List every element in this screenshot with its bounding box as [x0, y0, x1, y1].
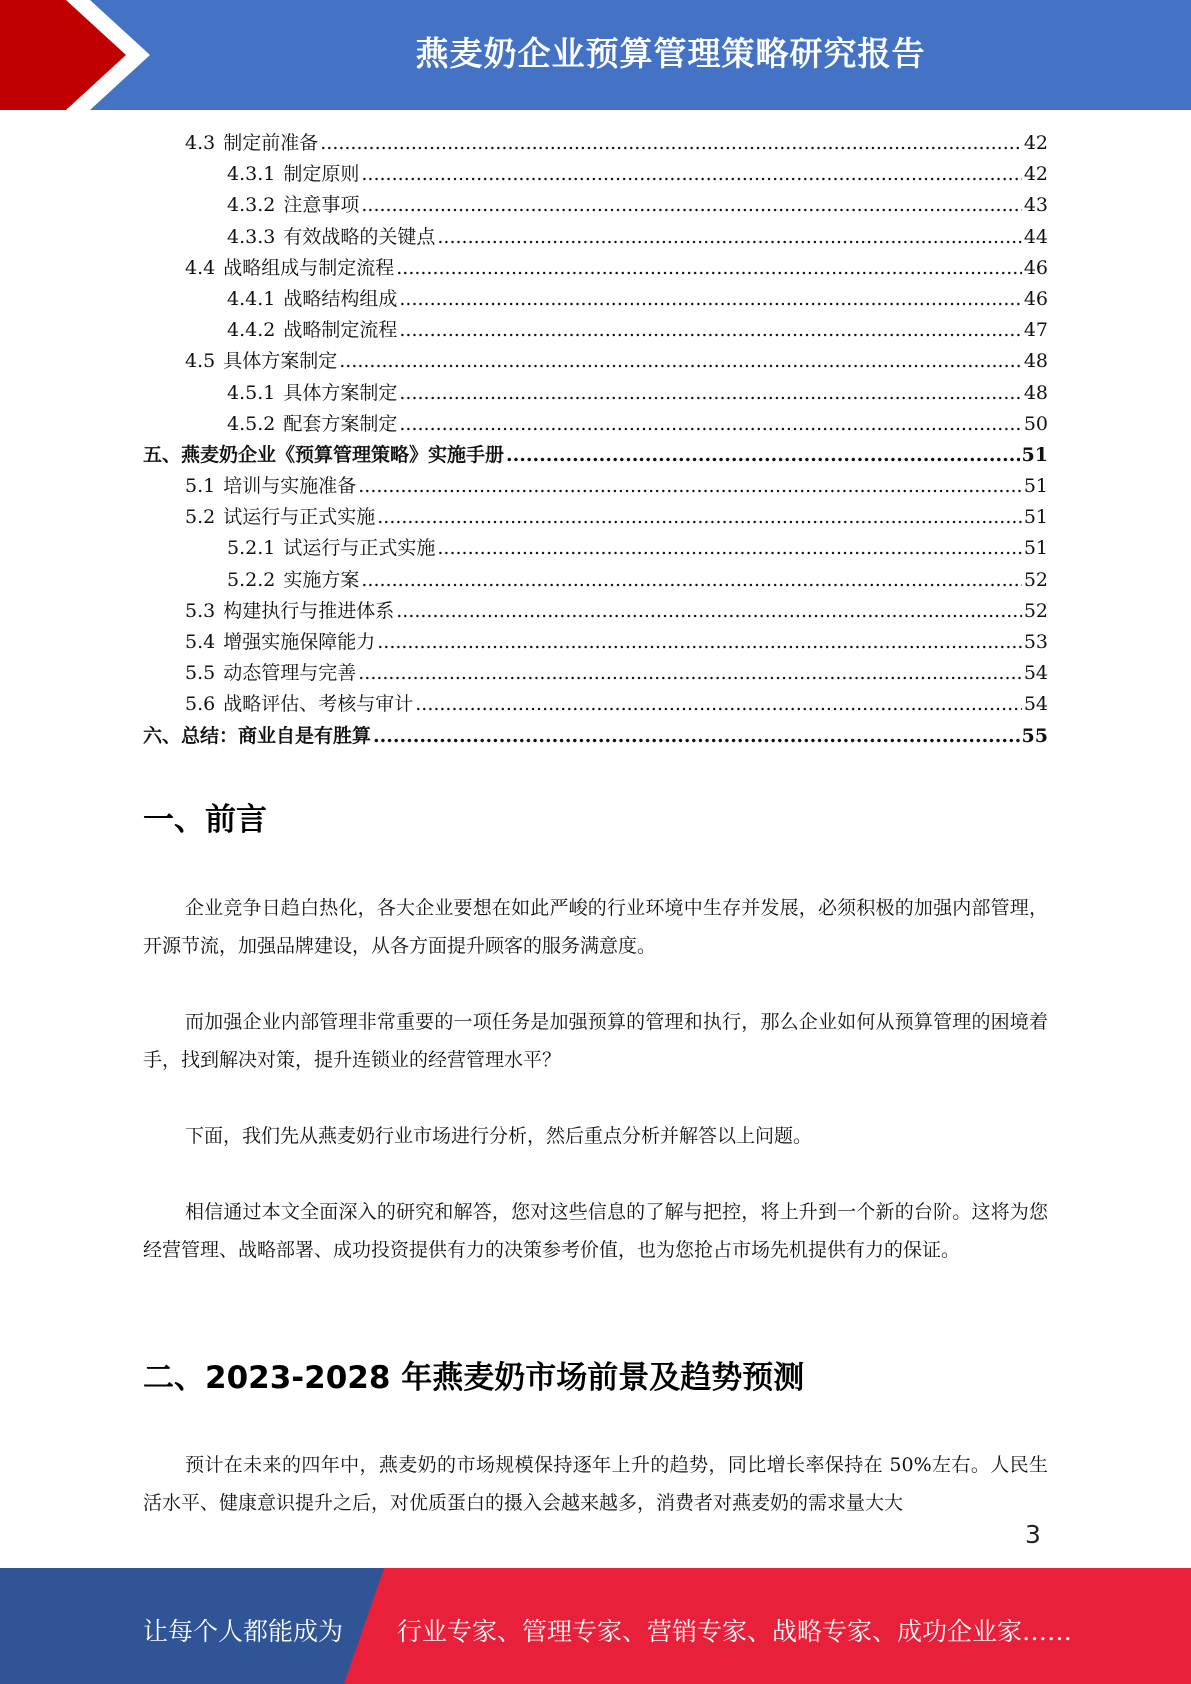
toc-entry-number: 4.5.1	[227, 381, 276, 404]
toc-leader-dots	[399, 409, 1021, 440]
toc-leader-dots	[396, 596, 1022, 627]
toc-entry-number: 4.4.2	[227, 319, 276, 342]
toc-entry-number: 5.6	[185, 693, 216, 716]
toc-entry-page: 55	[1021, 724, 1048, 747]
toc-entry[interactable]	[143, 346, 1048, 377]
toc-leader-dots	[437, 222, 1021, 253]
toc-entry-number: 5.2.1	[227, 537, 276, 560]
toc-entry-title: 实施方案	[283, 568, 360, 591]
toc-entry-title: 注意事项	[283, 194, 360, 217]
toc-entry-page: 54	[1023, 662, 1048, 685]
toc-entry-number: 4.3.3	[227, 225, 276, 248]
toc-entry-number: 4.3.2	[227, 194, 276, 217]
toc-entry-number: 4.3.1	[227, 163, 276, 186]
toc-leader-dots	[437, 533, 1021, 564]
toc-leader-dots	[358, 471, 1022, 502]
toc-entry[interactable]	[143, 378, 1048, 409]
toc-entry-page: 52	[1023, 568, 1048, 591]
toc-entry[interactable]	[143, 128, 1048, 159]
toc-leader-dots	[320, 128, 1022, 159]
toc-entry-title: 战略评估、考核与审计	[223, 693, 414, 716]
page-number: 3	[1025, 1520, 1041, 1549]
toc-entry-number: 5.4	[185, 631, 216, 653]
toc-entry-title: 战略结构组成	[283, 287, 398, 310]
page-footer	[0, 1568, 1191, 1684]
toc-entry-page: 50	[1023, 412, 1048, 435]
report-title: 燕麦奶企业预算管理策略研究报告	[415, 34, 926, 73]
toc-entry-page: 47	[1023, 319, 1048, 342]
preface-paragraph-2: 而加强企业内部管理非常重要的一项任务是加强预算的管理和执行，那么企业如何从预算管理的困境着手，找到解决对策，提升连锁业的经营管理水平？	[143, 1011, 1048, 1071]
toc-entry-number: 5.1	[185, 475, 216, 498]
toc-leader-dots	[399, 315, 1021, 346]
toc-entry-page: 51	[1023, 475, 1048, 498]
toc-entry-page: 48	[1023, 350, 1048, 373]
toc-leader-dots	[377, 627, 1022, 658]
table-of-contents	[143, 128, 1048, 752]
toc-entry[interactable]	[143, 284, 1048, 315]
toc-entry[interactable]	[143, 409, 1048, 440]
preface-paragraph-1: 企业竞争日趋白热化，各大企业要想在如此严峻的行业环境中生存并发展，必须积极的加强内部管理，开源节流，加强品牌建设，从各方面提升顾客的服务满意度。	[143, 897, 1048, 957]
toc-entry-title: 制定前准备	[223, 132, 319, 154]
toc-entry-number: 4.5	[185, 350, 216, 373]
toc-leader-dots	[506, 440, 1020, 471]
toc-leader-dots	[415, 689, 1022, 720]
toc-entry-title: 有效战略的关键点	[283, 225, 436, 248]
toc-entry-page: 43	[1023, 194, 1048, 217]
toc-entry-title: 六、总结：商业自是有胜算	[143, 724, 372, 747]
toc-entry-page: 51	[1023, 506, 1048, 529]
toc-entry-number: 5.2.2	[227, 568, 276, 591]
toc-entry[interactable]	[143, 533, 1048, 564]
toc-entry-title: 试运行与正式实施	[223, 506, 376, 529]
toc-entry[interactable]	[143, 471, 1048, 502]
toc-entry-page: 42	[1023, 132, 1048, 154]
preface-heading: 一、前言	[143, 802, 267, 838]
toc-entry[interactable]	[143, 315, 1048, 346]
toc-entry-page: 44	[1023, 225, 1048, 248]
page-header	[0, 0, 1191, 110]
toc-leader-dots	[361, 190, 1021, 221]
toc-entry-title: 试运行与正式实施	[283, 537, 436, 560]
toc-entry[interactable]	[143, 502, 1048, 533]
toc-entry-title: 制定原则	[283, 163, 360, 186]
toc-entry[interactable]	[143, 689, 1048, 720]
toc-entry-title: 构建执行与推进体系	[223, 599, 395, 622]
toc-entry-title: 动态管理与完善	[223, 662, 357, 685]
toc-entry-page: 52	[1023, 599, 1048, 622]
toc-entry-title: 战略组成与制定流程	[223, 256, 395, 279]
toc-entry-page: 46	[1023, 287, 1048, 310]
toc-entry-number: 5.2	[185, 506, 216, 529]
toc-leader-dots	[358, 658, 1022, 689]
toc-leader-dots	[399, 378, 1021, 409]
toc-entry-title: 具体方案制定	[283, 381, 398, 404]
toc-entry[interactable]	[143, 253, 1048, 284]
toc-entry-page: 46	[1023, 256, 1048, 279]
toc-entry-page: 51	[1023, 537, 1048, 560]
toc-leader-dots	[373, 721, 1020, 752]
toc-entry-page: 51	[1021, 443, 1048, 466]
toc-entry-number: 4.4	[185, 256, 216, 279]
toc-entry-title: 增强实施保障能力	[223, 631, 376, 653]
preface-paragraph-3: 下面，我们先从燕麦奶行业市场进行分析，然后重点分析并解答以上问题。	[185, 1125, 813, 1147]
toc-entry-page: 48	[1023, 381, 1048, 404]
toc-entry-number: 5.3	[185, 599, 216, 622]
footer-slogan-right: 行业专家、管理专家、营销专家、战略专家、成功企业家……	[397, 1617, 1073, 1646]
toc-entry-title: 具体方案制定	[223, 350, 338, 373]
toc-entry[interactable]	[143, 159, 1048, 190]
toc-entry-page: 53	[1023, 631, 1048, 653]
toc-entry[interactable]	[143, 190, 1048, 221]
toc-entry-number: 4.3	[185, 132, 216, 154]
toc-entry-number: 5.5	[185, 662, 216, 685]
toc-entry[interactable]	[143, 658, 1048, 689]
toc-leader-dots	[361, 159, 1021, 190]
toc-entry-title: 战略制定流程	[283, 319, 398, 342]
toc-entry[interactable]	[143, 721, 1048, 752]
toc-entry-page: 42	[1023, 163, 1048, 186]
toc-leader-dots	[396, 253, 1022, 284]
toc-entry-title: 配套方案制定	[283, 412, 398, 435]
market-heading: 二、2023-2028 年燕麦奶市场前景及趋势预测	[143, 1360, 805, 1396]
toc-entry-number: 4.5.2	[227, 412, 276, 435]
toc-entry[interactable]	[143, 565, 1048, 596]
toc-entry[interactable]	[143, 627, 1048, 658]
toc-entry-page: 54	[1023, 693, 1048, 716]
toc-entry-number: 4.4.1	[227, 287, 276, 310]
toc-entry-title: 五、燕麦奶企业《预算管理策略》实施手册	[143, 443, 505, 466]
toc-entry[interactable]	[143, 440, 1048, 471]
toc-entry-title: 培训与实施准备	[223, 475, 357, 498]
toc-leader-dots	[399, 284, 1021, 315]
footer-slogan-left: 让每个人都能成为	[143, 1617, 344, 1646]
market-paragraph: 预计在未来的四年中，燕麦奶的市场规模保持逐年上升的趋势，同比增长率保持在 50%左右。人民生活水平、健康意识提升之后，对优质蛋白的摄入会越来越多，消费者对燕麦奶的需求量大大	[143, 1454, 1048, 1514]
preface-paragraph-4: 相信通过本文全面深入的研究和解答，您对这些信息的了解与把控，将上升到一个新的台阶。这将为您经营管理、战略部署、成功投资提供有力的决策参考价值，也为您抢占市场先机提供有力的保证。	[143, 1201, 1048, 1261]
toc-entry[interactable]	[143, 222, 1048, 253]
toc-leader-dots	[361, 565, 1021, 596]
toc-leader-dots	[377, 502, 1022, 533]
toc-entry[interactable]	[143, 596, 1048, 627]
toc-leader-dots	[339, 346, 1022, 377]
